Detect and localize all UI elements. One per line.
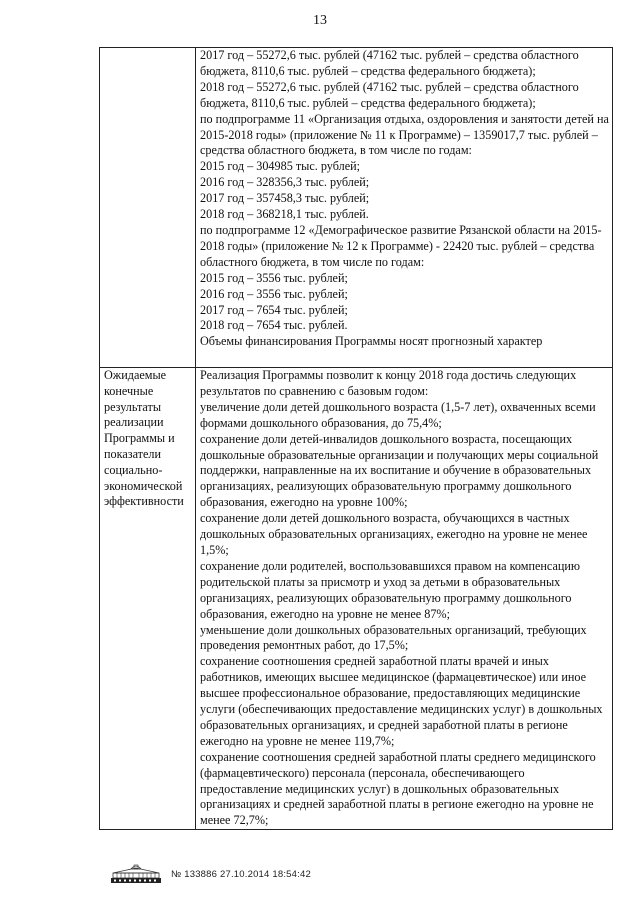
paragraph: увеличение доли детей дошкольного возраста (1,5-7 лет), охваченных всеми формами дошкольного образования, до 75,4%; (200, 399, 596, 430)
document-registration-number: № 133886 27.10.2014 18:54:42 (171, 868, 311, 880)
paragraph: сохранение доли детей-инвалидов дошкольного возраста, посещающих дошкольные образовательные организации и получающих меры социальной поддержки, направленные на их воспитание и обучение в образовательных организациях, реализующих образовательную программу дошкольного образования, ежегодно на уровне 100%; (200, 431, 599, 510)
table-row-financing (100, 48, 613, 368)
row-label: Ожидаемые конечные результаты реализации Программы и показатели социально-экономической эффективности (104, 368, 184, 509)
paragraph: Объемы финансирования Программы носят прогнозный характер (200, 334, 543, 349)
row-label-cell (100, 48, 196, 368)
row-content-cell (196, 368, 613, 830)
paragraph: 2017 год – 55272,6 тыс. рублей (47162 тыс. рублей – средства областного бюджета, 8110,6 тыс. рублей – средства федерального бюджета); (200, 48, 579, 78)
paragraph: 2015 год – 304985 тыс. рублей; (200, 159, 361, 174)
passport-table (99, 47, 613, 830)
paragraph: 2015 год – 3556 тыс. рублей; (200, 270, 348, 285)
paragraph: 2018 год – 368218,1 тыс. рублей. (200, 207, 369, 222)
paragraph: уменьшение доли дошкольных образовательных организаций, требующих проведения ремонтных работ, до 17,5%; (200, 622, 587, 653)
paragraph: сохранение соотношения средней заработной платы среднего медицинского (фармацевтического) персонала (персонала, обеспечивающего предоставление медицинских услуг) в дошкольных образовательных организациях и средней заработной платы в регионе ежегодно на уровне не менее 72,7%; (200, 749, 596, 828)
table-row-expected-results (100, 368, 613, 830)
paragraph: 2018 год – 55272,6 тыс. рублей (47162 тыс. рублей – средства областного бюджета, 8110,6 тыс. рублей – средства федерального бюджета); (200, 79, 579, 110)
paragraph: по подпрограмме 11 «Организация отдыха, оздоровления и занятости детей на 2015-2018 годы» (приложение № 11 к Программе) – 1359017,7 тыс. рублей – средства областного бюджета, в том числе по годам: (200, 111, 609, 158)
paragraph: по подпрограмме 12 «Демографическое развитие Рязанской области на 2015-2018 годы» (приложение № 12 к Программе) - 22420 тыс. рублей – средства областного бюджета, в том числе по годам: (200, 222, 602, 269)
row-label-cell (100, 368, 196, 830)
page-number: 13 (313, 13, 327, 28)
document-footer (109, 863, 311, 885)
paragraph: 2017 год – 357458,3 тыс. рублей; (200, 191, 370, 206)
paragraph: 2017 год – 7654 тыс. рублей; (200, 302, 348, 317)
paragraph: 2018 год – 7654 тыс. рублей. (200, 318, 348, 333)
paragraph: сохранение доли родителей, воспользовавшихся правом на компенсацию родительской платы за присмотр и уход за детьми в образовательных организациях, реализующих образовательную программу дошкольного образования, ежегодно на уровне не менее 87%; (200, 558, 581, 621)
row-content-cell (196, 48, 613, 368)
building-emblem-icon (109, 863, 163, 885)
paragraph: Реализация Программы позволит к концу 2018 года достичь следующих результатов по сравнению с базовым годом: (200, 368, 577, 398)
paragraph: сохранение доли детей дошкольного возраста, обучающихся в частных дошкольных образовательных организациях, ежегодно на уровне не менее 1,5%; (200, 511, 588, 557)
paragraph: 2016 год – 328356,3 тыс. рублей; (200, 175, 370, 190)
paragraph: 2016 год – 3556 тыс. рублей; (200, 286, 348, 301)
paragraph: сохранение соотношения средней заработной платы врачей и иных работников, имеющих высшее медицинское (фармацевтическое) или иное высшее профессиональное образование, предоставляющих медицинские услуги (обеспечивающих предоставление медицинских услуг) в дошкольных образовательных организациях, и средней заработной платы в регионе ежегодно на уровне не менее 119,7%; (200, 654, 603, 748)
